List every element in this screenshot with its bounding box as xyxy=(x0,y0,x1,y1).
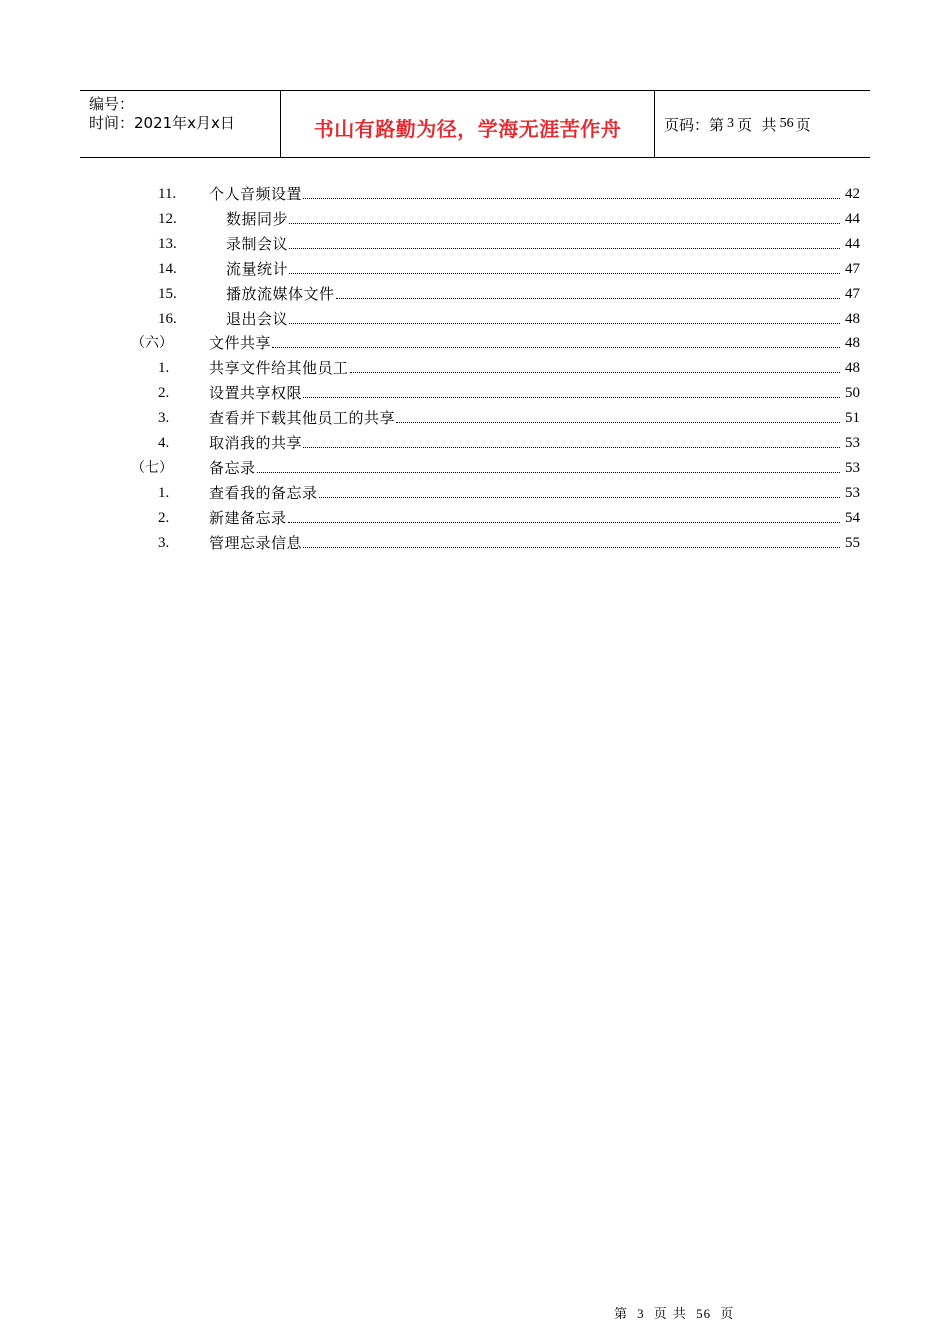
footer-page-current: 3 xyxy=(637,1306,645,1321)
toc-entry-leader xyxy=(336,296,840,299)
toc-entry-page: 51 xyxy=(845,410,860,427)
toc-entry-page: 48 xyxy=(845,310,860,327)
toc-entry[interactable] xyxy=(0,182,950,206)
toc-entry-leader xyxy=(289,246,840,249)
toc-entry-page: 55 xyxy=(845,534,860,551)
toc-entry-number: 15. xyxy=(158,285,177,302)
toc-entry-leader xyxy=(350,370,840,373)
toc-entry-leader xyxy=(257,470,840,473)
header-page-prefix: 页码：第 xyxy=(664,115,725,134)
toc-entry-title: 新建备忘录 xyxy=(209,508,287,527)
toc-entry-number: 14. xyxy=(158,260,177,277)
toc-entry[interactable] xyxy=(0,406,950,430)
toc-entry-page: 53 xyxy=(845,484,860,501)
toc-entry-page: 44 xyxy=(845,210,860,227)
toc-entry-page: 54 xyxy=(845,509,860,526)
toc-entry-number: 1. xyxy=(158,360,170,377)
toc-entry-title: 文件共享 xyxy=(209,334,272,353)
header-page-suffix: 页 xyxy=(795,115,811,134)
toc-entry[interactable] xyxy=(0,356,950,380)
toc-entry[interactable] xyxy=(0,207,950,231)
toc-entry-leader xyxy=(289,221,840,224)
header-page-cell xyxy=(655,91,870,157)
toc-entry-number: 3. xyxy=(158,410,170,427)
toc-entry-page: 44 xyxy=(845,235,860,252)
toc-entry[interactable] xyxy=(0,456,950,480)
toc-entry-number: 2. xyxy=(158,385,170,402)
toc-entry-page: 47 xyxy=(845,285,860,302)
toc-entry-title: 取消我的共享 xyxy=(209,434,303,452)
toc-entry[interactable] xyxy=(0,282,950,306)
toc-entry-number: 3. xyxy=(158,534,170,551)
toc-entry-number: 2. xyxy=(158,509,170,526)
page-header xyxy=(80,90,870,158)
header-page-mid: 页 共 xyxy=(737,115,777,134)
document-time-label: 时间：2021年x月x日 xyxy=(89,114,235,132)
toc-entry-leader xyxy=(303,545,840,548)
toc-entry-title: 录制会议 xyxy=(226,234,289,253)
toc-entry[interactable] xyxy=(0,257,950,281)
toc-entry-number: 12. xyxy=(158,210,177,227)
toc-entry-leader xyxy=(303,395,840,398)
toc-entry-title: 播放流媒体文件 xyxy=(226,284,335,303)
toc-entry-page: 48 xyxy=(845,360,860,377)
footer-prefix: 第 xyxy=(614,1307,629,1322)
toc-entry-number: （七） xyxy=(131,459,173,476)
toc-entry-title: 共享文件给其他员工 xyxy=(209,359,349,378)
toc-entry-page: 42 xyxy=(845,186,860,202)
footer-mid: 页 共 xyxy=(653,1307,687,1322)
toc-entry-page: 47 xyxy=(845,260,860,277)
header-motto: 书山有路勤为径，学海无涯苦作舟 xyxy=(313,116,622,141)
footer-page-total: 56 xyxy=(696,1306,712,1321)
toc-entry[interactable] xyxy=(0,307,950,331)
toc-entry[interactable] xyxy=(0,481,950,505)
toc-entry-number: 13. xyxy=(158,235,177,252)
toc-entry-title: 个人音频设置 xyxy=(209,185,303,203)
header-motto-cell xyxy=(281,91,655,157)
toc-entry-title: 备忘录 xyxy=(209,458,256,477)
toc-entry-leader xyxy=(288,520,840,523)
header-meta-cell xyxy=(80,91,281,157)
toc-entry-leader xyxy=(289,271,840,274)
toc-entry-title: 设置共享权限 xyxy=(209,384,303,403)
toc-entry[interactable] xyxy=(0,331,950,355)
toc-entry[interactable] xyxy=(0,431,950,455)
toc-entry-title: 流量统计 xyxy=(226,259,289,278)
toc-entry-leader xyxy=(272,345,840,348)
header-page-current: 3 xyxy=(727,116,735,131)
toc-entry-page: 53 xyxy=(845,435,860,451)
toc-entry-leader xyxy=(396,420,840,423)
toc-entry[interactable] xyxy=(0,381,950,405)
footer-suffix: 页 xyxy=(720,1307,735,1322)
toc-entry-page: 48 xyxy=(845,335,860,352)
document-number-label: 编号： xyxy=(89,95,135,113)
toc-entry-leader xyxy=(289,321,840,324)
toc-entry-number: 11. xyxy=(158,186,177,202)
toc-entry-title: 数据同步 xyxy=(226,209,289,228)
toc-entry[interactable] xyxy=(0,232,950,256)
toc-entry-title: 退出会议 xyxy=(226,309,289,328)
toc-entry[interactable] xyxy=(0,506,950,530)
toc-entry-leader xyxy=(319,495,840,498)
toc-entry-number: 4. xyxy=(158,435,170,451)
toc-entry-title: 查看我的备忘录 xyxy=(209,483,318,502)
header-page-total: 56 xyxy=(779,116,794,131)
toc-entry-leader xyxy=(303,196,840,199)
toc-entry-number: 16. xyxy=(158,310,177,327)
toc-entry-title: 管理忘录信息 xyxy=(209,533,303,552)
toc-entry-number: 1. xyxy=(158,484,170,501)
toc-entry-number: （六） xyxy=(131,335,173,352)
toc-entry-title: 查看并下载其他员工的共享 xyxy=(209,409,396,428)
toc-entry-leader xyxy=(303,445,840,448)
toc-entry-page: 53 xyxy=(845,459,860,476)
toc-entry-page: 50 xyxy=(845,385,860,402)
toc-entry[interactable] xyxy=(0,531,950,555)
